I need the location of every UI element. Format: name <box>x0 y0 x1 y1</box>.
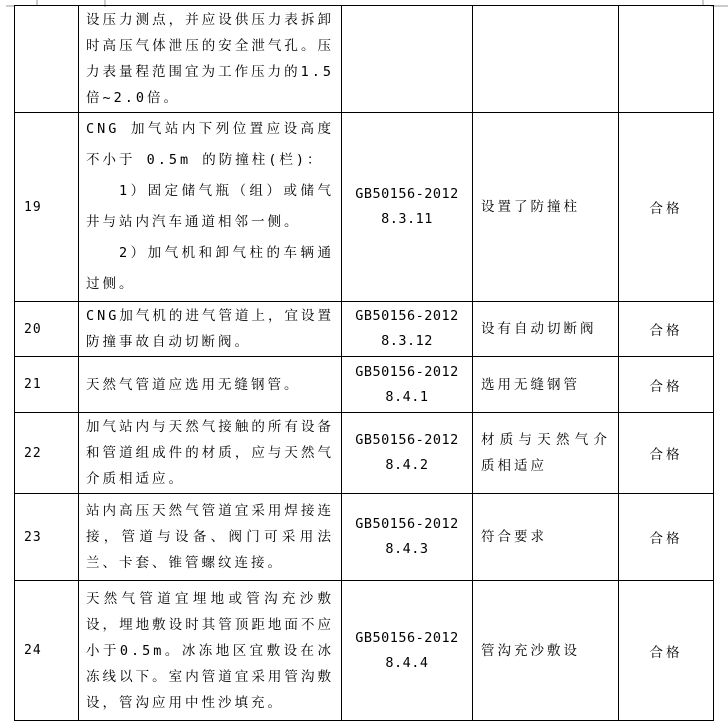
standard-clause: 8.3.12 <box>381 333 433 349</box>
item-number-cell: 23 <box>15 494 79 581</box>
standard-code: GB50156-2012 <box>355 308 459 324</box>
standard-ref-cell <box>342 113 473 302</box>
standard-code: GB50156-2012 <box>355 432 459 448</box>
standard-code: GB50156-2012 <box>355 629 459 646</box>
requirement-paragraph: 天然气管道应选用无缝钢管。 <box>86 376 301 393</box>
item-number-cell: 22 <box>15 413 79 494</box>
inspection-result-cell: 材质与天然气介质相适应 <box>473 413 619 494</box>
table-row <box>15 413 714 494</box>
requirement-cell <box>79 6 342 113</box>
status-cell: 合格 <box>619 302 714 357</box>
item-number-cell: 24 <box>15 581 79 721</box>
item-number-cell: 20 <box>15 302 79 357</box>
table-row <box>15 357 714 413</box>
standard-ref-cell <box>342 357 473 413</box>
requirement-paragraph: 2）加气机和卸气柱的车辆通过侧。 <box>86 245 334 292</box>
standard-ref-cell <box>342 494 473 581</box>
item-number-cell: 21 <box>15 357 79 413</box>
requirement-cell <box>79 357 342 413</box>
standard-ref-cell <box>342 413 473 494</box>
item-number-cell <box>15 6 79 113</box>
requirement-paragraph: 天然气管道宜埋地或管沟充沙敷设，埋地敷设时其管顶距地面不应小于0.5m。冰冻地区宜敷设在冰冻线以下。室内管道宜采用管沟敷设，管沟应用中性沙填充。 <box>86 590 334 711</box>
standard-ref-cell <box>342 6 473 113</box>
requirement-cell <box>79 494 342 581</box>
status-cell: 合格 <box>619 357 714 413</box>
requirement-cell <box>79 113 342 302</box>
inspection-result-cell: 选用无缝钢管 <box>473 357 619 413</box>
standard-code: GB50156-2012 <box>355 186 459 202</box>
standard-clause: 8.4.4 <box>385 654 429 671</box>
inspection-result-cell: 管沟充沙敷设 <box>473 581 619 721</box>
inspection-result-cell <box>473 6 619 113</box>
status-cell: 合格 <box>619 413 714 494</box>
requirement-paragraph: 加气站内与天然气接触的所有设备和管道组成件的材质，应与天然气介质相适应。 <box>86 419 334 487</box>
requirement-paragraph: 1）固定储气瓶（组）或储气井与站内汽车通道相邻一侧。 <box>86 183 334 230</box>
status-cell: 合格 <box>619 494 714 581</box>
requirement-cell <box>79 302 342 357</box>
inspection-table <box>14 5 714 721</box>
requirement-paragraph: CNG 加气站内下列位置应设高度不小于 0.5m 的防撞柱(栏)： <box>86 121 334 168</box>
inspection-result-cell: 设置了防撞柱 <box>473 113 619 302</box>
inspection-result-cell: 符合要求 <box>473 494 619 581</box>
table-row <box>15 6 714 113</box>
standard-ref-cell <box>342 302 473 357</box>
standard-code: GB50156-2012 <box>355 516 459 532</box>
table-row <box>15 494 714 581</box>
standard-clause: 8.3.11 <box>381 211 433 227</box>
item-number-cell: 19 <box>15 113 79 302</box>
requirement-paragraph: 设压力测点，并应设供压力表拆卸时高压气体泄压的安全泄气孔。压力表量程范围宜为工作压力的1.5倍~2.0倍。 <box>86 12 334 106</box>
requirement-paragraph: CNG加气机的进气管道上，宜设置防撞事故自动切断阀。 <box>86 308 334 350</box>
standard-clause: 8.4.3 <box>385 541 429 557</box>
standard-clause: 8.4.1 <box>385 388 429 405</box>
status-cell: 合格 <box>619 113 714 302</box>
requirement-cell <box>79 413 342 494</box>
status-cell <box>619 6 714 113</box>
standard-clause: 8.4.2 <box>385 457 429 473</box>
table-row <box>15 113 714 302</box>
standard-code: GB50156-2012 <box>355 363 459 380</box>
inspection-table-body <box>15 6 714 721</box>
requirement-paragraph: 站内高压天然气管道宜采用焊接连接，管道与设备、阀门可采用法兰、卡套、锥管螺纹连接。 <box>86 503 334 571</box>
status-cell: 合格 <box>619 581 714 721</box>
inspection-result-cell: 设有自动切断阀 <box>473 302 619 357</box>
table-row <box>15 302 714 357</box>
